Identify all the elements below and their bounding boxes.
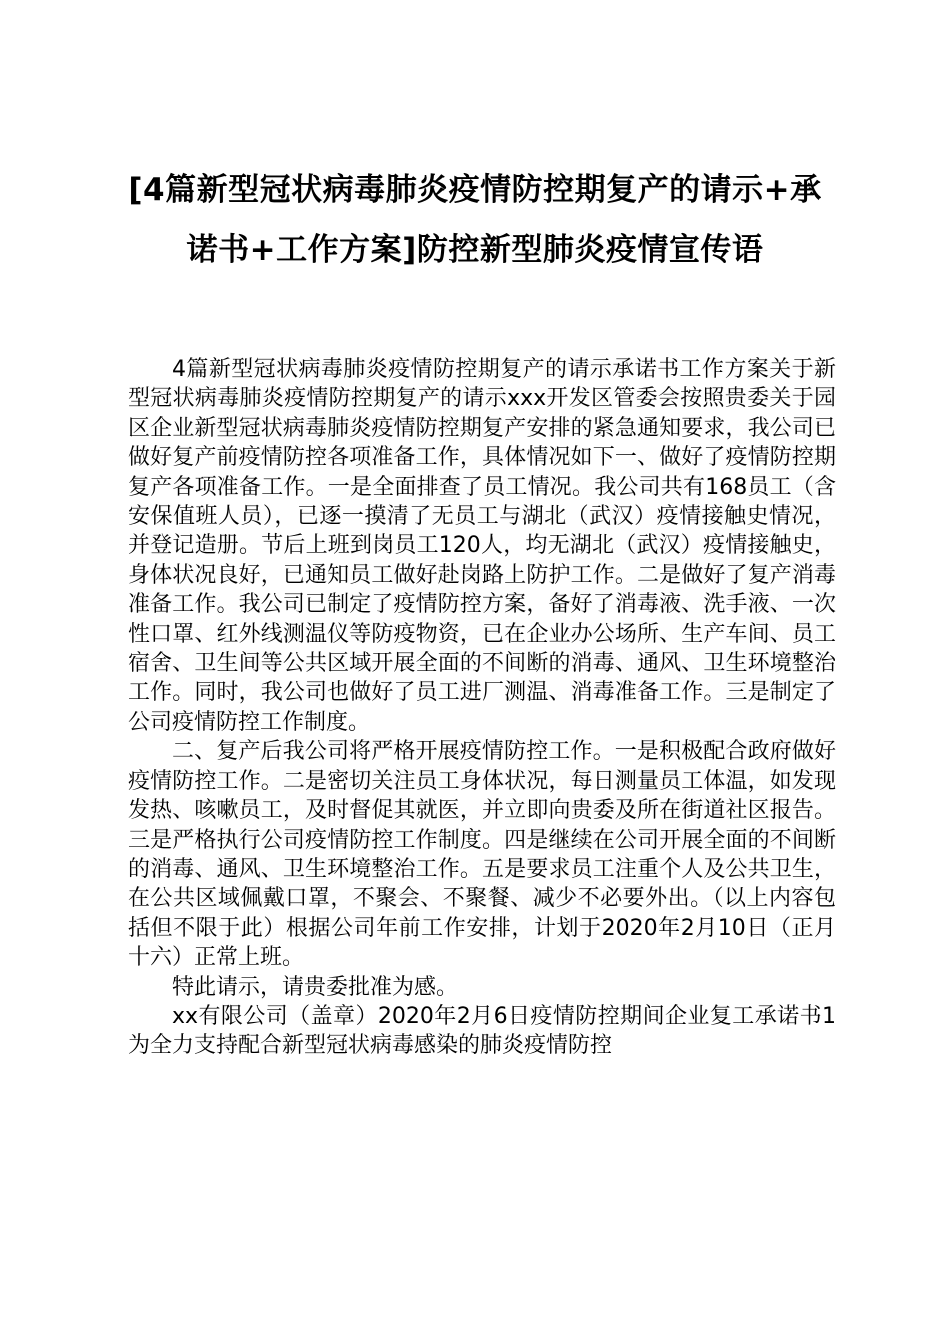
document-title: [4篇新型冠状病毒肺炎疫情防控期复产的请示+承诺书+工作方案]防控新型肺炎疫情宣传语 — [128, 172, 822, 268]
document-body — [128, 355, 836, 1061]
paragraph: 二、复产后我公司将严格开展疫情防控工作。一是积极配合政府做好疫情防控工作。二是密切关注员工身体状况，每日测量员工体温，如发现发热、咳嗽员工，及时督促其就医，并立即向贵委及所在街道社区报告。三是严格执行公司疫情防控工作制度。四是继续在公司开展全面的不间断的消毒、通风、卫生环境整治工作。五是要求员工注重个人及公共卫生，在公共区域佩戴口罩，不聚会、不聚餐、减少不必要外出。（以上内容包括但不限于此）根据公司年前工作安排，计划于2020年2月10日（正月十六）正常上班。 — [128, 739, 836, 971]
paragraph: 4篇新型冠状病毒肺炎疫情防控期复产的请示承诺书工作方案关于新型冠状病毒肺炎疫情防控期复产的请示xxx开发区管委会按照贵委关于园区企业新型冠状病毒肺炎疫情防控期复产安排的紧急通知要求，我公司已做好复产前疫情防控各项准备工作，具体情况如下一、做好了疫情防控期复产各项准备工作。一是全面排查了员工情况。我公司共有168员工（含安保值班人员），已逐一摸清了无员工与湖北（武汉）疫情接触史情况，并登记造册。节后上班到岗员工120人，均无湖北（武汉）疫情接触史，身体状况良好，已通知员工做好赴岗路上防护工作。二是做好了复产消毒准备工作。我公司已制定了疫情防控方案，备好了消毒液、洗手液、一次性口罩、红外线测温仪等防疫物资，已在企业办公场所、生产车间、员工宿舍、卫生间等公共区域开展全面的不间断的消毒、通风、卫生环境整治工作。同时，我公司也做好了员工进厂测温、消毒准备工作。三是制定了公司疫情防控工作制度。 — [128, 357, 836, 735]
paragraph: xx有限公司（盖章）2020年2月6日疫情防控期间企业复工承诺书1为全力支持配合新型冠状病毒感染的肺炎疫情防控 — [128, 1003, 836, 1059]
paragraph: 特此请示，请贵委批准为感。 — [172, 974, 459, 1000]
